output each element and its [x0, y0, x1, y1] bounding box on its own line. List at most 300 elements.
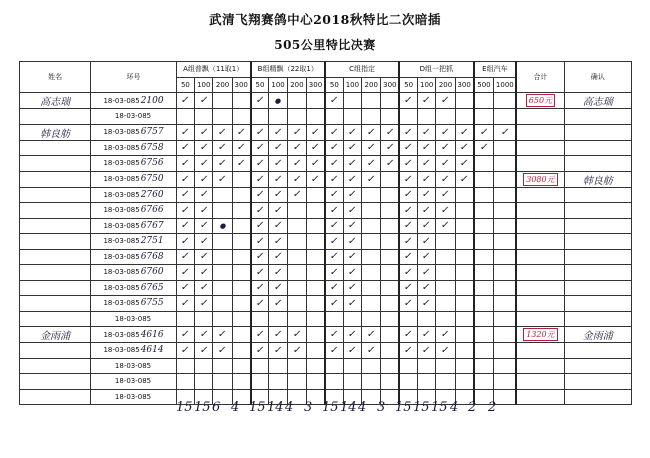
- bet-cell[interactable]: [418, 358, 436, 374]
- bet-cell[interactable]: [418, 124, 436, 140]
- bet-cell[interactable]: [362, 296, 381, 312]
- bet-cell[interactable]: [269, 124, 287, 140]
- bet-cell[interactable]: [474, 343, 494, 359]
- bet-cell[interactable]: [362, 124, 381, 140]
- bet-cell[interactable]: [213, 93, 232, 109]
- bet-cell[interactable]: [251, 311, 269, 327]
- bet-cell[interactable]: [251, 109, 269, 125]
- bet-cell[interactable]: [307, 311, 325, 327]
- bet-cell[interactable]: [176, 109, 194, 125]
- bet-cell[interactable]: [287, 358, 306, 374]
- bet-cell[interactable]: [343, 311, 361, 327]
- bet-cell[interactable]: [269, 218, 287, 234]
- total-cell[interactable]: [516, 374, 564, 390]
- bet-cell[interactable]: [269, 234, 287, 250]
- bet-cell[interactable]: [418, 203, 436, 219]
- bet-cell[interactable]: [307, 343, 325, 359]
- bet-cell[interactable]: [287, 234, 306, 250]
- bet-cell[interactable]: [307, 124, 325, 140]
- bet-cell[interactable]: [436, 327, 455, 343]
- bet-cell[interactable]: [381, 374, 399, 390]
- confirm-cell[interactable]: [564, 171, 631, 187]
- bet-cell[interactable]: [494, 249, 516, 265]
- bet-cell[interactable]: [455, 358, 473, 374]
- bet-cell[interactable]: [474, 218, 494, 234]
- bet-cell[interactable]: [474, 280, 494, 296]
- bet-cell[interactable]: [436, 124, 455, 140]
- bet-cell[interactable]: [287, 109, 306, 125]
- bet-cell[interactable]: [455, 327, 473, 343]
- bet-cell[interactable]: [362, 234, 381, 250]
- total-cell[interactable]: [516, 234, 564, 250]
- confirm-cell[interactable]: [564, 156, 631, 172]
- total-cell[interactable]: [516, 311, 564, 327]
- bet-cell[interactable]: [381, 311, 399, 327]
- confirm-cell[interactable]: [564, 343, 631, 359]
- bet-cell[interactable]: [195, 249, 213, 265]
- bet-cell[interactable]: [474, 296, 494, 312]
- bet-cell[interactable]: [474, 358, 494, 374]
- bet-cell[interactable]: [381, 124, 399, 140]
- bet-cell[interactable]: [399, 234, 417, 250]
- confirm-cell[interactable]: [564, 124, 631, 140]
- bet-cell[interactable]: [287, 124, 306, 140]
- bet-cell[interactable]: [213, 343, 232, 359]
- name-cell[interactable]: [20, 327, 91, 343]
- bet-cell[interactable]: [213, 358, 232, 374]
- bet-cell[interactable]: [343, 156, 361, 172]
- confirm-cell[interactable]: [564, 109, 631, 125]
- bet-cell[interactable]: [232, 358, 250, 374]
- bet-cell[interactable]: [251, 327, 269, 343]
- bet-cell[interactable]: [269, 311, 287, 327]
- bet-cell[interactable]: [474, 93, 494, 109]
- bet-cell[interactable]: [436, 343, 455, 359]
- bet-cell[interactable]: [399, 280, 417, 296]
- bet-cell[interactable]: [494, 358, 516, 374]
- bet-cell[interactable]: [436, 93, 455, 109]
- bet-cell[interactable]: [418, 109, 436, 125]
- bet-cell[interactable]: [213, 249, 232, 265]
- bet-cell[interactable]: [269, 296, 287, 312]
- bet-cell[interactable]: [213, 265, 232, 281]
- ring-cell[interactable]: [91, 171, 177, 187]
- bet-cell[interactable]: [307, 187, 325, 203]
- bet-cell[interactable]: [232, 343, 250, 359]
- bet-cell[interactable]: [213, 327, 232, 343]
- bet-cell[interactable]: [195, 296, 213, 312]
- bet-cell[interactable]: [362, 249, 381, 265]
- bet-cell[interactable]: [474, 171, 494, 187]
- bet-cell[interactable]: [251, 296, 269, 312]
- bet-cell[interactable]: [232, 156, 250, 172]
- bet-cell[interactable]: [474, 140, 494, 156]
- bet-cell[interactable]: [399, 156, 417, 172]
- bet-cell[interactable]: [399, 203, 417, 219]
- bet-cell[interactable]: [418, 280, 436, 296]
- bet-cell[interactable]: [399, 140, 417, 156]
- bet-cell[interactable]: [362, 358, 381, 374]
- bet-cell[interactable]: [307, 171, 325, 187]
- name-cell[interactable]: [20, 343, 91, 359]
- bet-cell[interactable]: [343, 93, 361, 109]
- bet-cell[interactable]: [381, 343, 399, 359]
- bet-cell[interactable]: [232, 124, 250, 140]
- bet-cell[interactable]: [362, 265, 381, 281]
- bet-cell[interactable]: [362, 374, 381, 390]
- bet-cell[interactable]: [176, 374, 194, 390]
- bet-cell[interactable]: [474, 156, 494, 172]
- bet-cell[interactable]: [418, 296, 436, 312]
- bet-cell[interactable]: [343, 280, 361, 296]
- bet-cell[interactable]: [399, 93, 417, 109]
- bet-cell[interactable]: [418, 218, 436, 234]
- total-cell[interactable]: [516, 140, 564, 156]
- bet-cell[interactable]: [195, 374, 213, 390]
- bet-cell[interactable]: [251, 156, 269, 172]
- bet-cell[interactable]: [381, 203, 399, 219]
- bet-cell[interactable]: [287, 280, 306, 296]
- bet-cell[interactable]: [307, 218, 325, 234]
- bet-cell[interactable]: [287, 374, 306, 390]
- bet-cell[interactable]: [251, 265, 269, 281]
- bet-cell[interactable]: [307, 140, 325, 156]
- bet-cell[interactable]: [474, 311, 494, 327]
- bet-cell[interactable]: [494, 109, 516, 125]
- confirm-cell[interactable]: [564, 234, 631, 250]
- bet-cell[interactable]: [251, 358, 269, 374]
- confirm-cell[interactable]: [564, 187, 631, 203]
- bet-cell[interactable]: [251, 203, 269, 219]
- bet-cell[interactable]: [232, 234, 250, 250]
- bet-cell[interactable]: [287, 187, 306, 203]
- bet-cell[interactable]: [362, 280, 381, 296]
- confirm-cell[interactable]: [564, 296, 631, 312]
- bet-cell[interactable]: [232, 249, 250, 265]
- bet-cell[interactable]: [418, 249, 436, 265]
- bet-cell[interactable]: [418, 171, 436, 187]
- bet-cell[interactable]: [232, 265, 250, 281]
- bet-cell[interactable]: [176, 218, 194, 234]
- bet-cell[interactable]: [325, 311, 343, 327]
- bet-cell[interactable]: [251, 124, 269, 140]
- bet-cell[interactable]: [213, 311, 232, 327]
- bet-cell[interactable]: [176, 311, 194, 327]
- bet-cell[interactable]: [418, 327, 436, 343]
- name-cell[interactable]: [20, 187, 91, 203]
- bet-cell[interactable]: [494, 296, 516, 312]
- bet-cell[interactable]: [287, 296, 306, 312]
- bet-cell[interactable]: [232, 296, 250, 312]
- confirm-cell[interactable]: [564, 374, 631, 390]
- bet-cell[interactable]: [176, 203, 194, 219]
- bet-cell[interactable]: [436, 265, 455, 281]
- total-cell[interactable]: [516, 296, 564, 312]
- bet-cell[interactable]: [251, 187, 269, 203]
- bet-cell[interactable]: [176, 265, 194, 281]
- name-cell[interactable]: [20, 374, 91, 390]
- bet-cell[interactable]: [269, 327, 287, 343]
- bet-cell[interactable]: [251, 234, 269, 250]
- bet-cell[interactable]: [436, 280, 455, 296]
- bet-cell[interactable]: [325, 124, 343, 140]
- bet-cell[interactable]: [307, 280, 325, 296]
- bet-cell[interactable]: [307, 156, 325, 172]
- bet-cell[interactable]: [176, 343, 194, 359]
- bet-cell[interactable]: [343, 109, 361, 125]
- total-cell[interactable]: [516, 358, 564, 374]
- bet-cell[interactable]: [436, 218, 455, 234]
- bet-cell[interactable]: [343, 218, 361, 234]
- confirm-cell[interactable]: [564, 218, 631, 234]
- bet-cell[interactable]: [474, 374, 494, 390]
- bet-cell[interactable]: [343, 140, 361, 156]
- bet-cell[interactable]: [474, 249, 494, 265]
- bet-cell[interactable]: [213, 109, 232, 125]
- bet-cell[interactable]: [362, 156, 381, 172]
- confirm-cell[interactable]: [564, 265, 631, 281]
- bet-cell[interactable]: [418, 311, 436, 327]
- bet-cell[interactable]: [307, 234, 325, 250]
- bet-cell[interactable]: [325, 265, 343, 281]
- name-cell[interactable]: [20, 171, 91, 187]
- bet-cell[interactable]: [362, 140, 381, 156]
- bet-cell[interactable]: [381, 187, 399, 203]
- confirm-cell[interactable]: [564, 140, 631, 156]
- bet-cell[interactable]: [418, 187, 436, 203]
- total-cell[interactable]: [516, 343, 564, 359]
- bet-cell[interactable]: [381, 296, 399, 312]
- bet-cell[interactable]: [436, 109, 455, 125]
- ring-cell[interactable]: [91, 203, 177, 219]
- bet-cell[interactable]: [232, 327, 250, 343]
- ring-cell[interactable]: [91, 124, 177, 140]
- bet-cell[interactable]: [362, 187, 381, 203]
- total-cell[interactable]: [516, 93, 564, 109]
- total-cell[interactable]: [516, 280, 564, 296]
- bet-cell[interactable]: [213, 374, 232, 390]
- bet-cell[interactable]: [436, 140, 455, 156]
- bet-cell[interactable]: [325, 218, 343, 234]
- bet-cell[interactable]: [494, 234, 516, 250]
- bet-cell[interactable]: [436, 156, 455, 172]
- bet-cell[interactable]: [455, 280, 473, 296]
- bet-cell[interactable]: [362, 93, 381, 109]
- bet-cell[interactable]: [399, 109, 417, 125]
- bet-cell[interactable]: [269, 358, 287, 374]
- ring-cell[interactable]: [91, 265, 177, 281]
- bet-cell[interactable]: [287, 140, 306, 156]
- bet-cell[interactable]: [494, 156, 516, 172]
- bet-cell[interactable]: [474, 203, 494, 219]
- bet-cell[interactable]: [195, 93, 213, 109]
- bet-cell[interactable]: [325, 203, 343, 219]
- bet-cell[interactable]: [269, 187, 287, 203]
- bet-cell[interactable]: [436, 203, 455, 219]
- bet-cell[interactable]: [455, 265, 473, 281]
- bet-cell[interactable]: [381, 93, 399, 109]
- bet-cell[interactable]: [325, 109, 343, 125]
- bet-cell[interactable]: [362, 203, 381, 219]
- bet-cell[interactable]: [399, 218, 417, 234]
- bet-cell[interactable]: [325, 171, 343, 187]
- ring-cell[interactable]: [91, 249, 177, 265]
- bet-cell[interactable]: [287, 327, 306, 343]
- total-cell[interactable]: [516, 124, 564, 140]
- bet-cell[interactable]: [325, 296, 343, 312]
- bet-cell[interactable]: [307, 203, 325, 219]
- bet-cell[interactable]: [195, 265, 213, 281]
- bet-cell[interactable]: [474, 327, 494, 343]
- bet-cell[interactable]: [325, 374, 343, 390]
- bet-cell[interactable]: [381, 265, 399, 281]
- total-cell[interactable]: [516, 156, 564, 172]
- bet-cell[interactable]: [343, 327, 361, 343]
- bet-cell[interactable]: [455, 234, 473, 250]
- bet-cell[interactable]: [287, 343, 306, 359]
- total-cell[interactable]: [516, 249, 564, 265]
- bet-cell[interactable]: [494, 171, 516, 187]
- bet-cell[interactable]: [381, 280, 399, 296]
- bet-cell[interactable]: [232, 140, 250, 156]
- bet-cell[interactable]: [399, 249, 417, 265]
- ring-cell[interactable]: [91, 343, 177, 359]
- ring-cell[interactable]: [91, 93, 177, 109]
- bet-cell[interactable]: [251, 249, 269, 265]
- bet-cell[interactable]: [494, 265, 516, 281]
- bet-cell[interactable]: [494, 343, 516, 359]
- bet-cell[interactable]: [195, 203, 213, 219]
- bet-cell[interactable]: [325, 93, 343, 109]
- bet-cell[interactable]: [343, 234, 361, 250]
- bet-cell[interactable]: [325, 156, 343, 172]
- bet-cell[interactable]: [269, 156, 287, 172]
- bet-cell[interactable]: [381, 109, 399, 125]
- total-cell[interactable]: [516, 171, 564, 187]
- bet-cell[interactable]: [436, 296, 455, 312]
- bet-cell[interactable]: [455, 156, 473, 172]
- bet-cell[interactable]: [195, 358, 213, 374]
- ring-cell[interactable]: [91, 358, 177, 374]
- name-cell[interactable]: [20, 249, 91, 265]
- bet-cell[interactable]: [455, 140, 473, 156]
- bet-cell[interactable]: [232, 203, 250, 219]
- ring-cell[interactable]: [91, 280, 177, 296]
- bet-cell[interactable]: [195, 280, 213, 296]
- bet-cell[interactable]: [307, 109, 325, 125]
- bet-cell[interactable]: [494, 93, 516, 109]
- total-cell[interactable]: [516, 218, 564, 234]
- bet-cell[interactable]: [213, 280, 232, 296]
- bet-cell[interactable]: [455, 296, 473, 312]
- total-cell[interactable]: [516, 187, 564, 203]
- bet-cell[interactable]: [269, 343, 287, 359]
- bet-cell[interactable]: [287, 93, 306, 109]
- bet-cell[interactable]: [213, 203, 232, 219]
- bet-cell[interactable]: [176, 280, 194, 296]
- bet-cell[interactable]: [287, 171, 306, 187]
- bet-cell[interactable]: [399, 358, 417, 374]
- confirm-cell[interactable]: [564, 93, 631, 109]
- bet-cell[interactable]: [213, 140, 232, 156]
- bet-cell[interactable]: [213, 124, 232, 140]
- bet-cell[interactable]: [325, 140, 343, 156]
- ring-cell[interactable]: [91, 140, 177, 156]
- bet-cell[interactable]: [195, 109, 213, 125]
- bet-cell[interactable]: [307, 249, 325, 265]
- bet-cell[interactable]: [269, 280, 287, 296]
- bet-cell[interactable]: [343, 171, 361, 187]
- total-cell[interactable]: [516, 327, 564, 343]
- total-cell[interactable]: [516, 203, 564, 219]
- bet-cell[interactable]: [436, 311, 455, 327]
- bet-cell[interactable]: [343, 249, 361, 265]
- bet-cell[interactable]: [343, 187, 361, 203]
- confirm-cell[interactable]: [564, 249, 631, 265]
- bet-cell[interactable]: [307, 358, 325, 374]
- bet-cell[interactable]: [362, 343, 381, 359]
- bet-cell[interactable]: [474, 234, 494, 250]
- bet-cell[interactable]: [287, 203, 306, 219]
- bet-cell[interactable]: [307, 327, 325, 343]
- bet-cell[interactable]: [455, 311, 473, 327]
- bet-cell[interactable]: [418, 343, 436, 359]
- bet-cell[interactable]: [474, 124, 494, 140]
- ring-cell[interactable]: [91, 234, 177, 250]
- bet-cell[interactable]: [418, 93, 436, 109]
- bet-cell[interactable]: [325, 343, 343, 359]
- ring-cell[interactable]: [91, 187, 177, 203]
- name-cell[interactable]: [20, 93, 91, 109]
- bet-cell[interactable]: [494, 218, 516, 234]
- bet-cell[interactable]: [251, 93, 269, 109]
- bet-cell[interactable]: [325, 234, 343, 250]
- bet-cell[interactable]: [494, 140, 516, 156]
- bet-cell[interactable]: [195, 124, 213, 140]
- name-cell[interactable]: [20, 140, 91, 156]
- bet-cell[interactable]: [494, 311, 516, 327]
- bet-cell[interactable]: [418, 140, 436, 156]
- bet-cell[interactable]: [381, 358, 399, 374]
- bet-cell[interactable]: [399, 327, 417, 343]
- bet-cell[interactable]: [307, 265, 325, 281]
- bet-cell[interactable]: [474, 187, 494, 203]
- bet-cell[interactable]: [251, 140, 269, 156]
- bet-cell[interactable]: [213, 171, 232, 187]
- bet-cell[interactable]: [213, 296, 232, 312]
- ring-cell[interactable]: [91, 311, 177, 327]
- bet-cell[interactable]: [195, 343, 213, 359]
- bet-cell[interactable]: [325, 327, 343, 343]
- bet-cell[interactable]: [176, 171, 194, 187]
- ring-cell[interactable]: [91, 296, 177, 312]
- bet-cell[interactable]: [381, 156, 399, 172]
- bet-cell[interactable]: [494, 203, 516, 219]
- confirm-cell[interactable]: [564, 311, 631, 327]
- name-cell[interactable]: [20, 311, 91, 327]
- bet-cell[interactable]: [455, 93, 473, 109]
- bet-cell[interactable]: [381, 140, 399, 156]
- bet-cell[interactable]: [195, 156, 213, 172]
- bet-cell[interactable]: [213, 156, 232, 172]
- bet-cell[interactable]: [232, 374, 250, 390]
- bet-cell[interactable]: [325, 358, 343, 374]
- bet-cell[interactable]: [176, 296, 194, 312]
- bet-cell[interactable]: [325, 280, 343, 296]
- bet-cell[interactable]: [176, 93, 194, 109]
- confirm-cell[interactable]: [564, 203, 631, 219]
- bet-cell[interactable]: [343, 358, 361, 374]
